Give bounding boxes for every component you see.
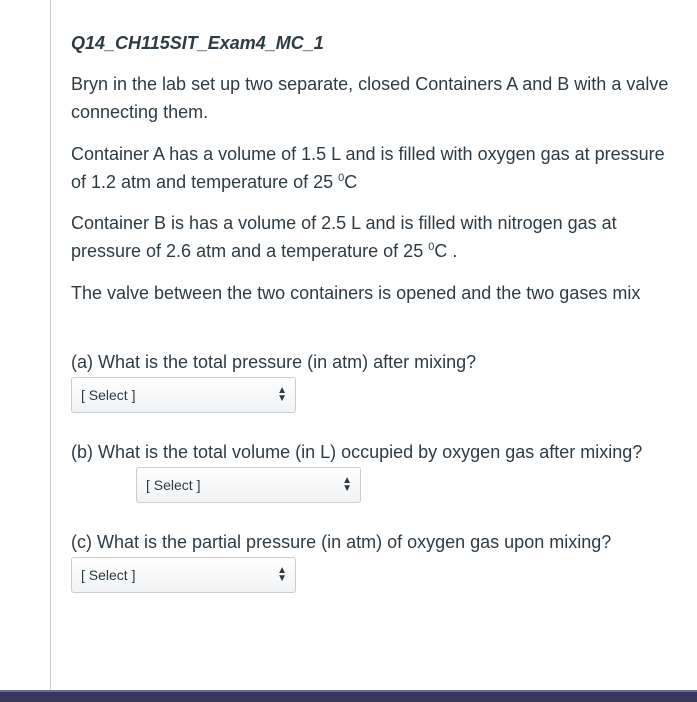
question-part-b: (b) What is the total volume (in L) occupied by oxygen gas after mixing?: [71, 442, 643, 462]
up-down-arrows-icon: ▲ ▼: [277, 385, 287, 404]
degree-superscript: 0: [428, 241, 435, 253]
select-c-value: [ Select ]: [81, 567, 136, 583]
bottom-bar: [0, 690, 697, 702]
up-down-arrows-icon: ▲ ▼: [277, 565, 287, 584]
question-part-a: (a) What is the total pressure (in atm) after mixing?: [71, 352, 477, 372]
container-a-text: [71, 140, 671, 196]
up-down-arrows-icon: ▲ ▼: [342, 475, 352, 494]
container-b-body: Container B is has a volume of 2.5 L and is filled with nitrogen gas at pressure of 2.6 atm and a temperature of 25: [71, 213, 617, 261]
question-part-c: (c) What is the partial pressure (in atm) of oxygen gas upon mixing?: [71, 532, 612, 552]
select-b-value: [ Select ]: [146, 477, 201, 493]
temperature-unit: C .: [434, 241, 458, 261]
intro-text: Bryn in the lab set up two separate, closed Containers A and B with a valve connecting them.: [71, 74, 669, 122]
answer-select-a[interactable]: [71, 377, 296, 413]
question-title: Q14_CH115SIT_Exam4_MC_1: [71, 33, 324, 53]
degree-superscript: 0: [338, 172, 345, 184]
mixing-text: The valve between the two containers is opened and the two gases mix: [71, 283, 641, 303]
container-a-body: Container A has a volume of 1.5 L and is filled with oxygen gas at pressure of 1.2 atm and temperature of 25: [71, 144, 665, 192]
answer-select-b[interactable]: [136, 467, 361, 503]
container-b-text: [71, 209, 671, 265]
select-a-value: [ Select ]: [81, 387, 136, 403]
temperature-unit: C: [344, 172, 358, 192]
answer-select-c[interactable]: [71, 557, 296, 593]
